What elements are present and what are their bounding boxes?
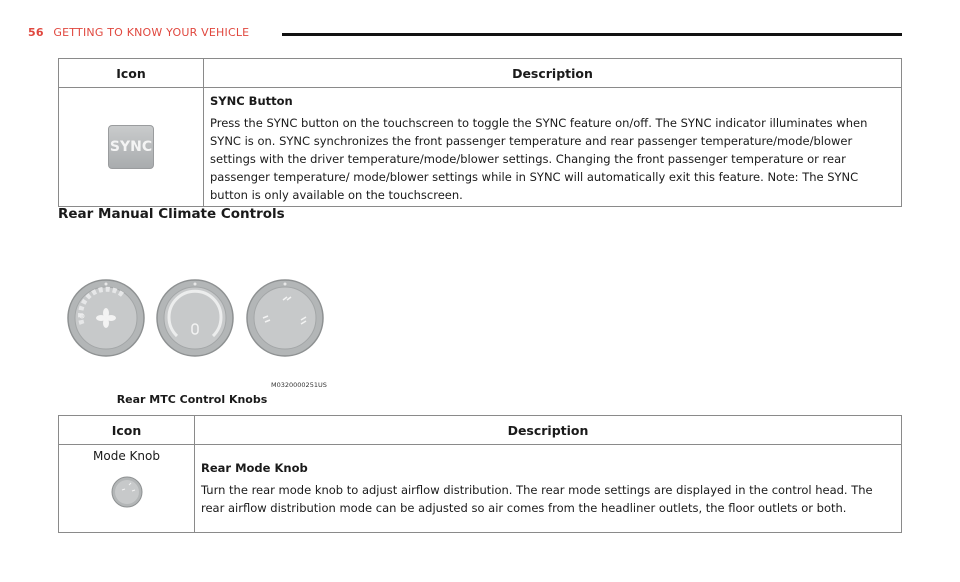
icon-cell xyxy=(59,88,204,207)
figure-code: M0320000251US xyxy=(271,381,327,389)
table-header-row xyxy=(59,416,902,445)
icon-cell xyxy=(59,445,195,533)
description-column-header: Description xyxy=(195,416,902,445)
description-body: Press the SYNC button on the touchscreen to toggle the SYNC feature on/off. The SYNC indicator illuminates when SYNC is on. SYNC synchronizes the front passenger temperature and rear passenger temperature/mode/blower settings with the driver temperature/mode/blower settings. Changing the front passenger temperature or rear passenger temperature/ mode/blower settings while in SYNC will automatically exit this feature. Note: The SYNC button is only available on the touchscreen. xyxy=(210,116,868,202)
description-body: Turn the rear mode knob to adjust airflow distribution. The rear mode settings are displayed in the control head. The rear airflow distribution mode can be adjusted so air comes from the headliner outlets, the floor outlets or both. xyxy=(201,483,873,515)
table-row xyxy=(59,88,902,207)
sync-button-icon: SYNC xyxy=(108,125,154,169)
table-header-row xyxy=(59,59,902,88)
description-column-header: Description xyxy=(204,59,902,88)
page-number: 56 xyxy=(28,26,44,39)
header-rule xyxy=(282,33,902,36)
mode-knob-icon xyxy=(245,278,325,358)
description-cell xyxy=(195,445,902,533)
table-row xyxy=(59,445,902,533)
sync-table xyxy=(58,58,902,207)
page-header xyxy=(28,26,249,39)
section-title: Rear Manual Climate Controls xyxy=(58,206,285,222)
chapter-title: GETTING TO KNOW YOUR VEHICLE xyxy=(53,26,250,39)
icon-label: Mode Knob xyxy=(93,449,160,463)
description-title: Rear Mode Knob xyxy=(201,461,308,475)
icon-column-header: Icon xyxy=(59,59,204,88)
description-title: SYNC Button xyxy=(210,94,293,108)
blower-knob-icon xyxy=(66,278,146,358)
mode-knob-small-icon xyxy=(110,475,144,509)
icon-column-header: Icon xyxy=(59,416,195,445)
figure-caption: Rear MTC Control Knobs xyxy=(116,393,268,406)
description-cell xyxy=(204,88,902,207)
temperature-knob-icon xyxy=(155,278,235,358)
knobs-figure xyxy=(66,278,336,358)
mode-knob-table xyxy=(58,415,902,533)
